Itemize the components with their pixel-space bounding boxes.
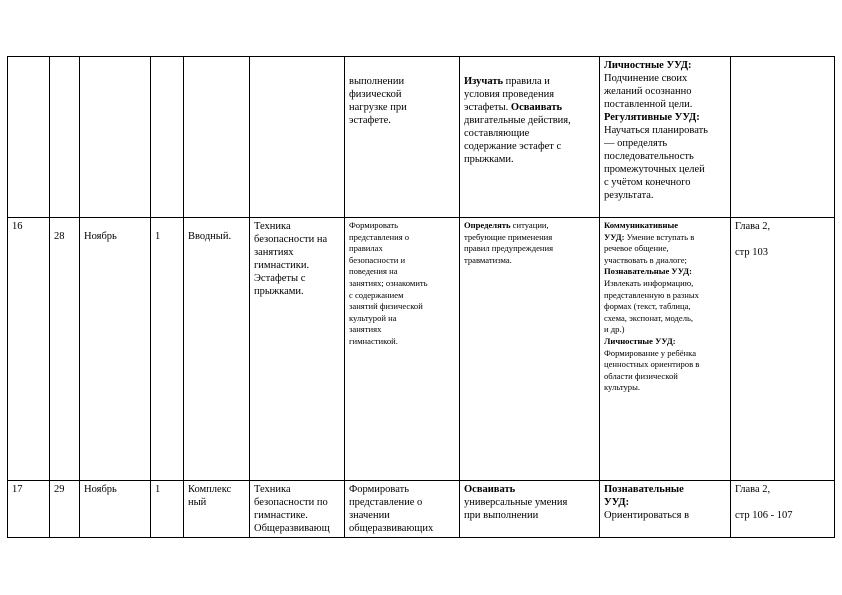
uud-text: Научаться планировать — определять последовательность промежуточных целей с учётом конечного результата. [604,125,708,201]
lesson-type-cell [184,57,250,218]
count-cell [151,57,184,218]
uud-heading: Познавательные УУД: [604,266,692,277]
hours-cell [50,57,80,218]
activity-verb: Изучать [464,76,504,87]
uud-text: Ориентироваться в [604,510,690,521]
uud-cell [600,57,731,218]
activity-verb: Осваивать [464,484,516,495]
uud-text: Умение вступать в речевое общение, участвовать в диалоге; [604,231,695,265]
activity-text: универсальные умения при выполнении [464,497,568,521]
hours-cell: 28 [50,218,80,481]
reference-cell: Глава 2, стр 106 - 107 [731,481,835,538]
table-row [8,481,835,538]
uud-cell [600,218,731,481]
activity-text-2: двигательные действия, составляющие содержание эстафет с прыжками. [464,115,571,165]
lesson-plan-table [7,56,835,538]
activity-cell [460,218,600,481]
activity-cell [460,57,600,218]
topic-cell: Техника безопасности на занятиях гимнастики. Эстафеты с прыжками. [250,218,345,481]
month-cell: Ноябрь [80,218,151,481]
uud-cell [600,481,731,538]
uud-heading: Познавательные УУД: [604,484,684,508]
reference-cell: Глава 2, стр 103 [731,218,835,481]
table-row [8,57,835,218]
lesson-type-cell: Комплекс ный [184,481,250,538]
topic-cell [250,57,345,218]
uud-heading: Коммуникативные УУД: [604,220,679,242]
activity-text: правила и условия проведения эстафеты. [464,76,555,113]
uud-text: Подчинение своих желаний осознанно поставленной цели. [604,73,693,110]
table-row [8,218,835,481]
count-cell: 1 [151,218,184,481]
uud-text: Извлекать информацию, представленную в разных формах (текст, таблица, схема, экспонат, модель, и др.) [604,277,699,335]
goals-cell: Формировать представление о значении общеразвивающих [345,481,460,538]
activity-cell [460,481,600,538]
uud-text: Формирование у ребёнка ценностных ориентиров в области физической культуры. [604,347,700,393]
uud-heading: Личностные УУД: [604,60,692,71]
lesson-number-cell [8,57,50,218]
goals-cell: Формировать представления о правилах безопасности и поведения на занятиях; ознакомить с содержанием занятий физической культурой на занятиях гимнастикой. [345,218,460,481]
reference-cell [731,57,835,218]
activity-verb: Определять [464,220,511,230]
topic-cell: Техника безопасности по гимнастике. Общеразвивающ [250,481,345,538]
lesson-number-cell: 16 [8,218,50,481]
uud-heading: Регулятивные УУД: [604,112,700,123]
goals-cell: выполнении физической нагрузке при эстафете. [345,57,460,218]
hours-cell: 29 [50,481,80,538]
lesson-number-cell: 17 [8,481,50,538]
lesson-type-cell: Вводный. [184,218,250,481]
activity-verb-2: Осваивать [510,102,563,113]
uud-heading: Личностные УУД: [604,335,676,346]
count-cell: 1 [151,481,184,538]
activity-text: ситуации, требующие применения правил предупреждения травматизма. [464,220,554,265]
month-cell [80,57,151,218]
month-cell: Ноябрь [80,481,151,538]
